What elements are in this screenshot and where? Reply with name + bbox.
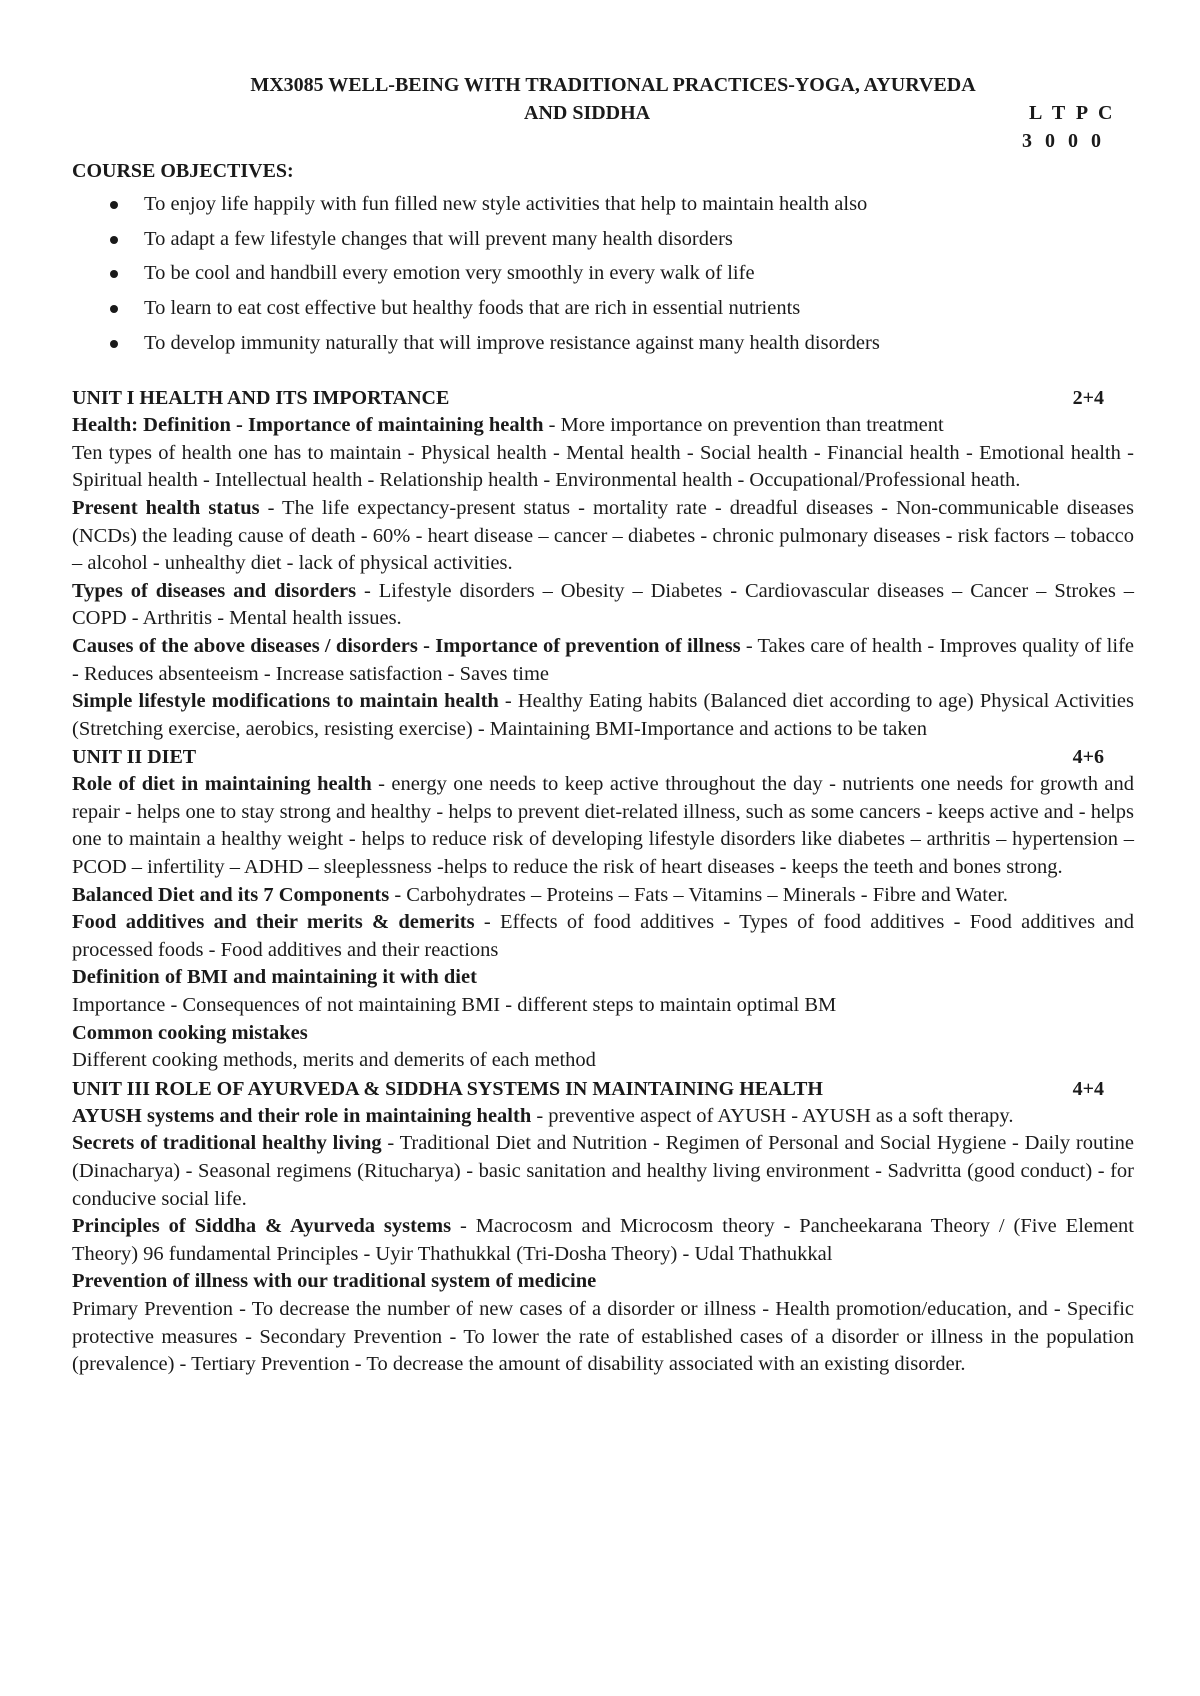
unit-1-topic: Present health status - The life expectancy-present status - mortality rate - dreadful diseases - Non-communicable diseases (NCDs) the leading cause of death - 60% - heart disease – cancer – diabetes - chronic pulmonary diseases - risk factors – tobacco – alcohol - unhealthy diet - lack of physical activities. [72,496,1134,575]
unit-2-topic: Importance - Consequences of not maintaining BMI - different steps to maintain optimal BM [72,994,837,1017]
unit-2-topic: Food additives and their merits & demerits - Effects of food additives - Types of food additives - Food additives and processed foods - Food additives and their reactions [72,911,1135,961]
unit-3-header [72,1075,1134,1103]
unit-3-topic: Primary Prevention - To decrease the number of new cases of a disorder or illness - Health promotion/education, and - Specific protective measures - Secondary Prevention - To lower the rate of established cases of a disorder or illness in the population (prevalence) - Tertiary Prevention - To decrease the amount of disability associated with an existing disorder. [72,1297,1134,1376]
objectives-heading: COURSE OBJECTIVES: [72,159,294,182]
credits-row [72,128,1134,158]
unit-3-topic: AYUSH systems and their role in maintaining health - preventive aspect of AYUSH - AYUSH as a soft therapy. [72,1104,1014,1127]
objectives-list [72,187,1134,360]
unit-2-topic: Balanced Diet and its 7 Components - Carbohydrates – Proteins – Fats – Vitamins – Minerals - Fibre and Water. [72,883,1008,906]
unit-3-title: UNIT III ROLE OF AYURVEDA & SIDDHA SYSTEMS IN MAINTAINING HEALTH [72,1077,823,1100]
unit-2-title: UNIT II DIET [72,746,197,769]
unit-1-title: UNIT I HEALTH AND ITS IMPORTANCE [72,387,450,410]
unit-1-topic: Health: Definition - Importance of maintaining health - More importance on prevention than treatment [72,414,944,437]
objective-item: To be cool and handbill every emotion very smoothly in every walk of life [72,256,1134,291]
unit-3-topic: Prevention of illness with our traditional system of medicine [72,1270,597,1293]
unit-1-topic: Causes of the above diseases / disorders - Importance of prevention of illness - Takes care of health - Improves quality of life - Reduces absenteeism - Increase satisfaction - Saves time [72,634,1134,685]
bullet-icon [110,340,118,348]
bullet-icon [110,201,118,209]
bullet-icon [110,236,118,244]
bullet-icon [110,305,118,313]
unit-1-topic: Types of diseases and disorders - Lifestyle disorders – Obesity – Diabetes - Cardiovascular diseases – Cancer – Strokes – COPD - Arthritis - Mental health issues. [72,579,1134,630]
unit-1-header [72,384,1134,412]
ltpc-header: L T P C [1029,101,1116,124]
credits-values: 3 0 0 0 [1022,129,1105,152]
unit-2-hours: 4+6 [1072,746,1104,769]
unit-1-topic: Simple lifestyle modifications to maintain health - Healthy Eating habits (Balanced diet according to age) Physical Activities (Stretching exercise, aerobics, resisting exercise) - Maintaining BMI-Importance and actions to be taken [72,690,1134,740]
unit-2-topic: Role of diet in maintaining health - energy one needs to keep active throughout the day - nutrients one needs for growth and repair - helps one to stay strong and healthy - helps to prevent diet-related illness, such as some cancers - keeps active and - helps one to maintain a healthy weight - helps to reduce risk of developing lifestyle disorders like diabetes – arthritis – hypertension – PCOD – infertility – ADHD – sleeplessness -helps to reduce the risk of heart diseases - keeps the teeth and bones strong. [72,773,1134,879]
unit-3-hours: 4+4 [1072,1077,1104,1100]
unit-2-topic: Definition of BMI and maintaining it with diet [72,966,477,989]
unit-3-topic: Principles of Siddha & Ayurveda systems - Macrocosm and Microcosm theory - Pancheekarana Theory / (Five Element Theory) 96 fundamental Principles - Uyir Thathukkal (Tri-Dosha Theory) - Udal Thathukkal [72,1215,1134,1265]
course-title: MX3085 WELL-BEING WITH TRADITIONAL PRACTICES-YOGA, AYURVEDA [250,74,976,96]
unit-2-topic: Common cooking mistakes [72,1021,308,1044]
bullet-icon [110,270,118,278]
unit-3-topic: Secrets of traditional healthy living - Traditional Diet and Nutrition - Regimen of Personal and Social Hygiene - Daily routine (Dinacharya) - Seasonal regimens (Ritucharya) - basic sanitation and healthy living environment - Sadvritta (good conduct) - for conducive social life. [72,1132,1134,1210]
unit-1-hours: 2+4 [1072,387,1104,410]
objective-item: To learn to eat cost effective but healthy foods that are rich in essential nutrients [72,291,1134,326]
unit-2-topic: Different cooking methods, merits and demerits of each method [72,1049,596,1072]
unit-2-header [72,743,1134,771]
unit-1-topic: Ten types of health one has to maintain - Physical health - Mental health - Social health - Financial health - Emotional health - Spiritual health - Intellectual health - Relationship health - Environmental health - Occupational/Professional heath. [72,441,1134,492]
objective-item: To develop immunity naturally that will improve resistance against many health disorders [72,326,1134,361]
course-title-line2: AND SIDDHA [524,101,651,124]
course-title-continued [72,100,1134,128]
objective-item: To adapt a few lifestyle changes that will prevent many health disorders [72,222,1134,257]
objective-item: To enjoy life happily with fun filled new style activities that help to maintain health also [72,187,1134,222]
